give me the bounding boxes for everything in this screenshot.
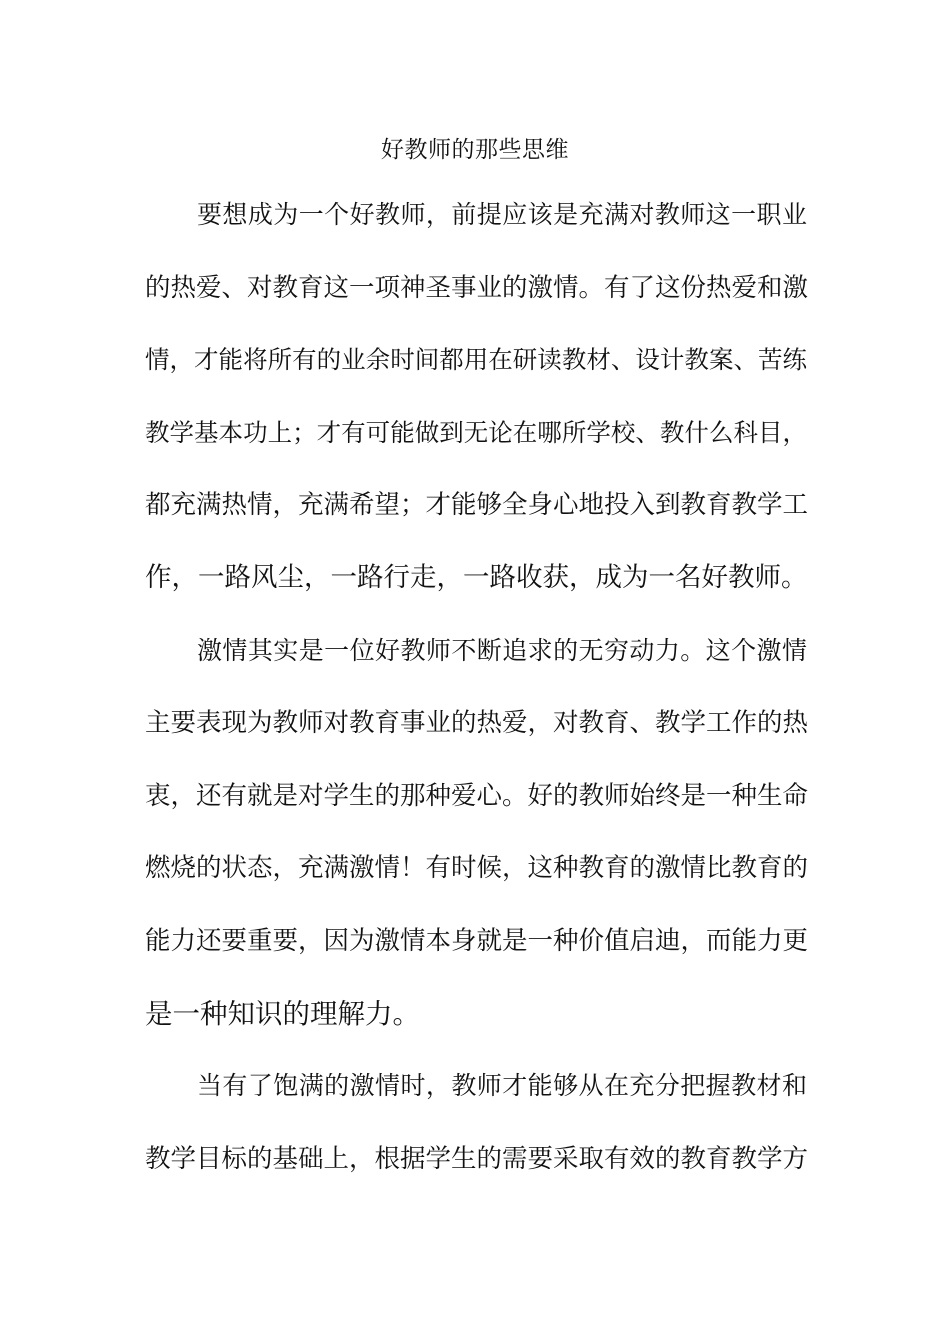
text-line: 当有了饱满的激情时，教师才能够从在充分把握教材和: [197, 1071, 807, 1101]
text-line: 主要表现为教师对教育事业的热爱，对教育、教学工作的热: [145, 708, 809, 739]
text-line: 是一种知识的理解力。: [145, 997, 420, 1030]
text-line: 情，才能将所有的业余时间都用在研读教材、设计教案、苦练: [145, 345, 807, 375]
text-line: 衷，还有就是对学生的那种爱心。好的教师始终是一种生命: [145, 780, 809, 811]
text-line: 的热爱、对教育这一项神圣事业的激情。有了这份热爱和激: [145, 272, 809, 303]
document-title: 好教师的那些思维: [381, 137, 569, 163]
text-line: 教学目标的基础上，根据学生的需要采取有效的教育教学方: [145, 1143, 809, 1174]
text-line: 激情其实是一位好教师不断追求的无穷动力。这个激情: [197, 635, 807, 665]
text-line: 作，一路风尘，一路行走，一路收获，成为一名好教师。: [145, 561, 808, 593]
text-line: 教学基本功上；才有可能做到无论在哪所学校、教什么科目，: [145, 417, 807, 447]
text-line: 燃烧的状态，充满激情！有时候，这种教育的激情比教育的: [145, 853, 809, 884]
text-line: 要想成为一个好教师，前提应该是充满对教师这一职业: [197, 200, 807, 229]
text-line: 都充满热情，充满希望；才能够全身心地投入到教育教学工: [145, 490, 809, 521]
text-line: 能力还要重要，因为激情本身就是一种价值启迪，而能力更: [145, 925, 809, 956]
document-body: [145, 193, 807, 1209]
